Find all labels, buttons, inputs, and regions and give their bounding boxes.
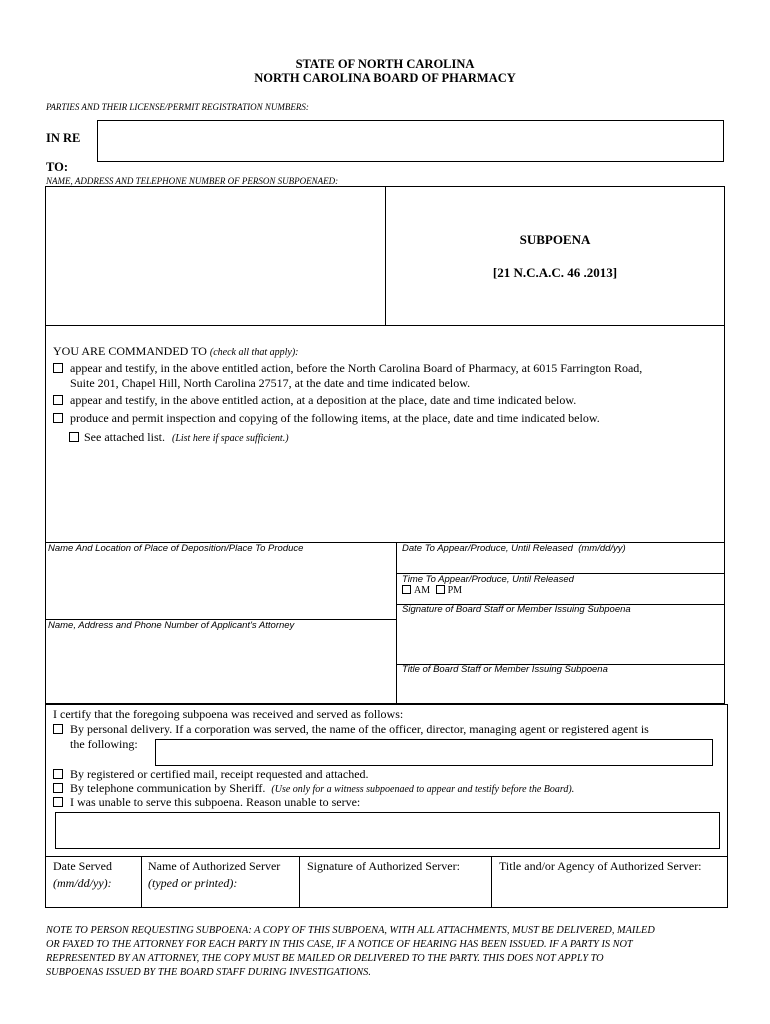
parties-label: PARTIES AND THEIR LICENSE/PERMIT REGISTRATION NUMBERS: [46,102,309,112]
date-format: (mm/dd/yy) [578,543,626,554]
note-line-3: REPRESENTED BY AN ATTORNEY, THE COPY MUST BE MAILED OR DELIVERED TO THE PARTY. THIS DOES NOT APPLY TO [46,953,604,964]
unable-checkbox[interactable] [53,797,63,807]
top-divider [385,186,386,326]
am-pm-options [402,585,462,596]
served-divider-2 [299,856,300,908]
place-label: Name And Location of Place of Deposition/Place To Produce [48,543,304,554]
commanded-heading-text: YOU ARE COMMANDED TO [53,344,207,358]
attorney-label: Name, Address and Phone Number of Applicant's Attorney [48,620,295,631]
pm-checkbox[interactable] [436,585,445,594]
option-unable [53,795,360,810]
note-line-2: OR FAXED TO THE ATTORNEY FOR EACH PARTY IN THIS CASE, IF A NOTICE OF HEARING HAS BEEN ISSUED. IF A PARTY IS NOT [46,939,633,950]
subpoena-title: SUBPOENA [519,232,591,247]
personal-line2: the following: [70,737,138,751]
option-deposition [53,393,576,408]
subpoena-citation: [21 N.C.A.C. 46 .2013] [492,265,618,280]
option-produce [53,411,600,426]
mail-checkbox[interactable] [53,769,63,779]
note-line-1: NOTE TO PERSON REQUESTING SUBPOENA: A COPY OF THIS SUBPOENA, WITH ALL ATTACHMENTS, MUST BE DELIVERED, MAILED [46,925,655,936]
server-name-label: Name of Authorized Server [148,859,281,873]
server-name-note: (typed or printed): [148,876,238,890]
commanded-heading [53,344,298,359]
telephone-note: (Use only for a witness subpoenaed to appear and testify before the Board). [271,784,575,795]
time-label: Time To Appear/Produce, Until Released [402,574,574,585]
agent-name-field[interactable] [155,739,713,766]
note-line-4: SUBPOENAS ISSUED BY THE BOARD STAFF DURING INVESTIGATIONS. [46,967,371,978]
unable-text: I was unable to serve this subpoena. Reason unable to serve: [70,795,361,809]
board-header: NORTH CAROLINA BOARD OF PHARMACY [254,71,516,85]
commanded-heading-note: (check all that apply): [209,347,299,358]
am-checkbox[interactable] [402,585,411,594]
server-signature-label: Signature of Authorized Server: [307,859,460,873]
state-header: STATE OF NORTH CAROLINA [295,57,475,71]
option2-text: appear and testify, in the above entitled action, at a deposition at the place, date and time indicated below. [70,393,577,407]
attached-list-option [69,430,289,445]
option3-text: produce and permit inspection and copying of the following items, at the place, date and time indicated below. [70,411,600,425]
to-label: TO: [46,160,68,174]
date-served-label: Date Served [53,859,112,873]
in-re-label: IN RE [46,131,81,145]
section-divider-1 [45,325,725,326]
date-label [402,543,626,554]
attached-list-text: See attached list. [84,430,165,444]
date-served-format: (mm/dd/yy): [53,876,112,890]
option-mail [53,767,369,782]
date-label-text: Date To Appear/Produce, Until Released [402,543,573,554]
option1-line2: Suite 201, Chapel Hill, North Carolina 27517, at the date and time indicated below. [70,376,471,390]
served-divider-1 [141,856,142,908]
served-divider [45,856,728,857]
staff-title-label: Title of Board Staff or Member Issuing Subpoena [402,664,608,675]
telephone-checkbox[interactable] [53,783,63,793]
signature-label: Signature of Board Staff or Member Issuing Subpoena [402,604,631,615]
option-personal-delivery [53,722,649,737]
subpoenaed-person-field[interactable] [46,187,384,324]
attached-list-checkbox[interactable] [69,432,79,442]
pm-label: PM [447,585,463,596]
attached-list-note: (List here if space sufficient.) [171,433,289,444]
certify-text: I certify that the foregoing subpoena was received and served as follows: [53,707,404,721]
personal-line1: By personal delivery. If a corporation was served, the name of the officer, director, managing agent or registered agent is [70,722,649,736]
am-label: AM [414,585,431,596]
option-telephone [53,781,574,796]
option1-line1: appear and testify, in the above entitled action, before the North Carolina Board of Pharmacy, at 6015 Farrington Road, [70,361,643,375]
reason-field[interactable] [55,812,720,849]
fields-vertical-divider [396,542,397,704]
option-appear-board [53,361,642,376]
deposition-checkbox[interactable] [53,395,63,405]
personal-delivery-checkbox[interactable] [53,724,63,734]
mail-text: By registered or certified mail, receipt requested and attached. [70,767,369,781]
appear-board-checkbox[interactable] [53,363,63,373]
telephone-text: By telephone communication by Sheriff. [70,781,266,795]
produce-checkbox[interactable] [53,413,63,423]
subpoenaed-label: NAME, ADDRESS AND TELEPHONE NUMBER OF PERSON SUBPOENAED: [46,176,339,186]
in-re-field[interactable] [97,120,724,162]
served-divider-3 [491,856,492,908]
server-title-label: Title and/or Agency of Authorized Server: [499,859,702,873]
